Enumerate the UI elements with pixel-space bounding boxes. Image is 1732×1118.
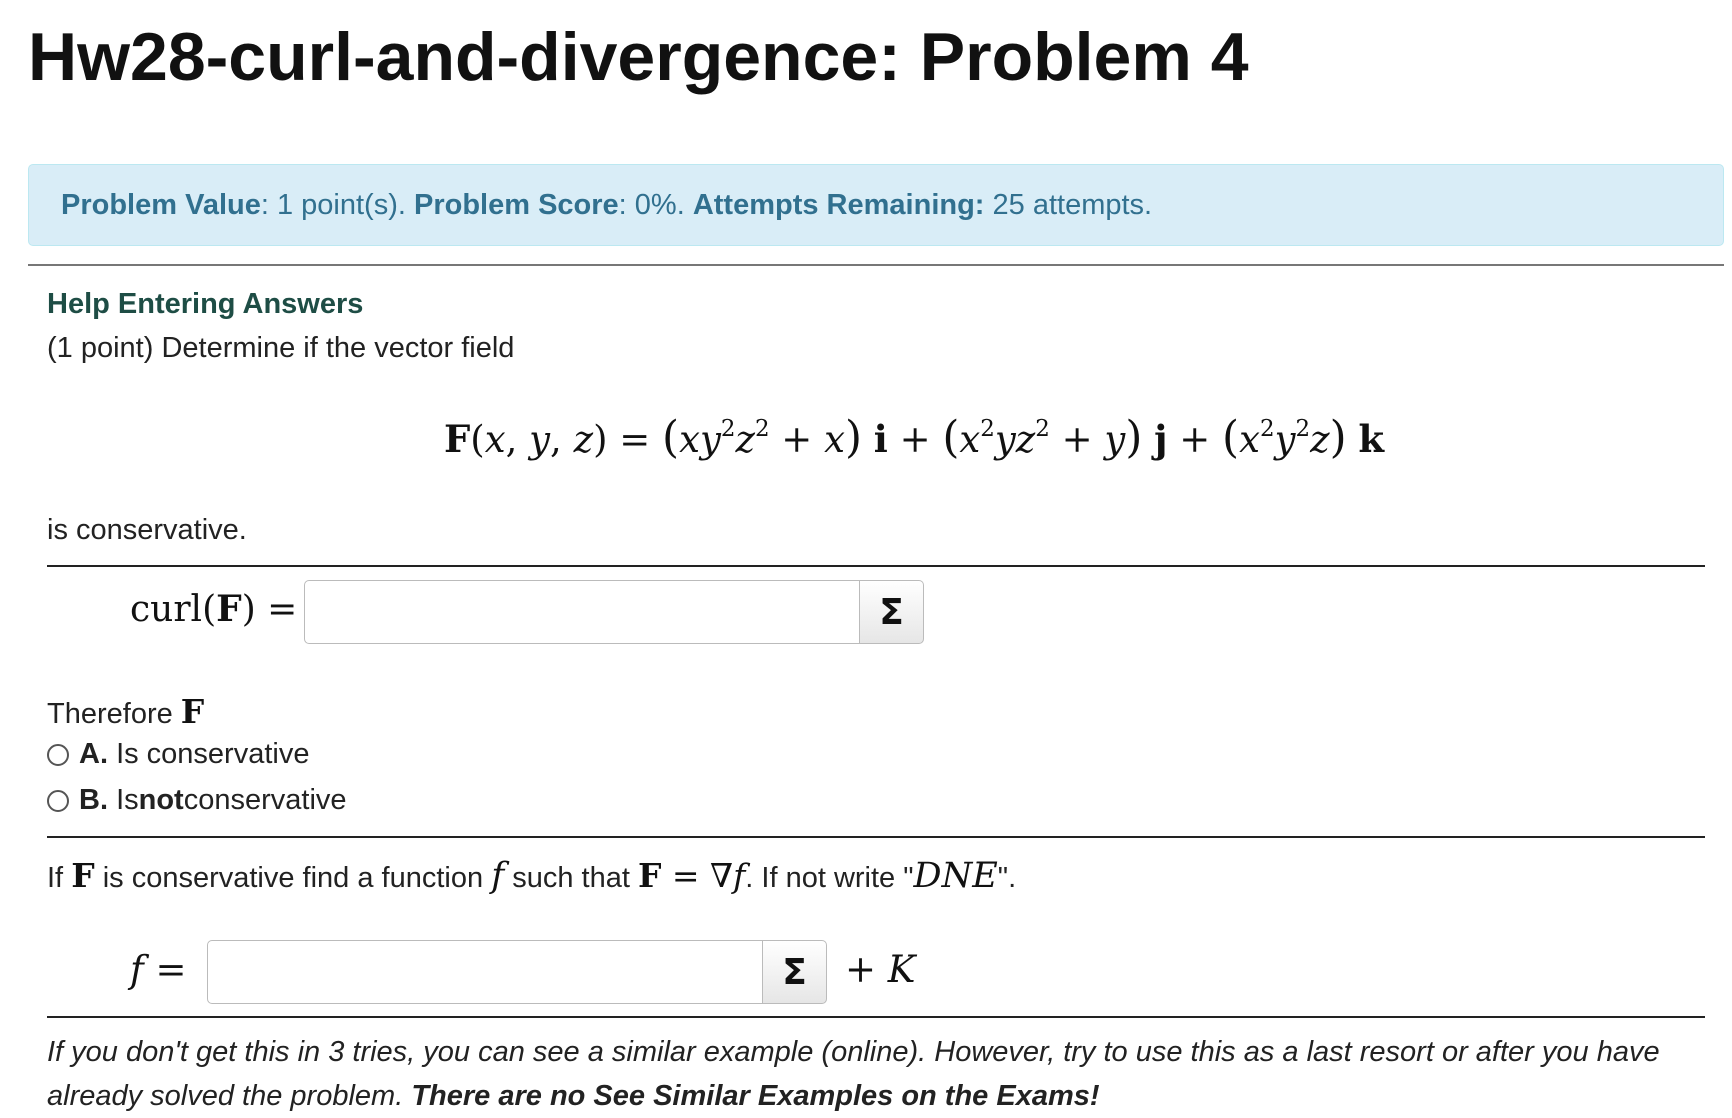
dne-text: DNE <box>913 856 998 896</box>
find-suffix-post: ". <box>997 862 1017 894</box>
curl-equation-editor-button[interactable] <box>860 580 924 644</box>
option-a-letter: A. <box>79 738 108 770</box>
find-function-instruction <box>47 856 1016 896</box>
similar-example-note <box>47 1030 1717 1118</box>
divider <box>47 565 1705 567</box>
option-b-radio[interactable] <box>47 790 69 812</box>
gradient-equation: F = ∇f <box>637 856 746 895</box>
problem-score-text: : 0%. <box>618 189 693 221</box>
find-mid: is conservative find a function <box>102 862 484 894</box>
f-input[interactable] <box>207 940 763 1004</box>
help-entering-answers-link[interactable]: Help Entering Answers <box>47 288 364 320</box>
page-title: Hw28-curl-and-divergence: Problem 4 <box>28 19 1249 95</box>
option-b-letter: B. <box>79 784 108 816</box>
divider <box>28 264 1724 266</box>
divider <box>47 836 1705 838</box>
option-b-text-bold: not <box>138 784 184 816</box>
problem-value-text: : 1 point(s). <box>260 189 414 221</box>
problem-intro: (1 point) Determine if the vector field <box>47 332 515 364</box>
problem-info-box <box>28 164 1724 246</box>
curl-label-text: curl <box>130 589 203 630</box>
curl-label: curl(F) = <box>130 588 298 630</box>
find-prefix: If <box>47 862 64 894</box>
f-symbol: F <box>180 692 205 731</box>
problem-score-label: Problem Score <box>413 189 619 221</box>
option-a-radio[interactable] <box>47 744 69 766</box>
attempts-remaining-text: 25 attempts. <box>984 189 1153 221</box>
f-label: f = <box>130 948 187 991</box>
f-function-symbol: f <box>491 856 505 896</box>
therefore-text: Therefore <box>47 698 173 730</box>
curl-input[interactable] <box>304 580 860 644</box>
find-mid2: such that <box>512 862 630 894</box>
divider <box>47 1016 1705 1018</box>
option-a[interactable] <box>47 738 309 771</box>
sigma-icon: Σ <box>879 591 904 633</box>
vector-field-formula: F(x, y, $z) = (xy^2z^2 + x) i + (x^2yz^2 + y) j + (x^2y^2z)$ k <box>444 412 1385 463</box>
problem-outro: is conservative. <box>47 514 247 546</box>
attempts-remaining-label: Attempts Remaining: <box>692 189 985 221</box>
note-bold: There are no See Similar Examples on the Exams! <box>411 1080 1100 1112</box>
curl-input-group <box>304 580 924 644</box>
option-b-text-post: conservative <box>183 784 347 816</box>
sigma-icon: Σ <box>782 951 807 993</box>
option-b-text-pre: Is <box>116 784 139 816</box>
plus-k: + K <box>845 948 916 991</box>
therefore-line <box>47 692 204 731</box>
problem-value-label: Problem Value <box>61 189 261 221</box>
f-equation-editor-button[interactable] <box>763 940 827 1004</box>
option-a-text: Is conservative <box>116 738 310 770</box>
note-text: If you don't get this in 3 tries, you can see a similar example (online). However, try to use this as a last resort or after you have already solved the problem. <box>47 1036 1660 1112</box>
option-b[interactable] <box>47 784 347 817</box>
f-symbol: F <box>71 856 95 895</box>
find-suffix-pre: . If not write " <box>745 862 914 894</box>
f-input-group <box>207 940 827 1004</box>
